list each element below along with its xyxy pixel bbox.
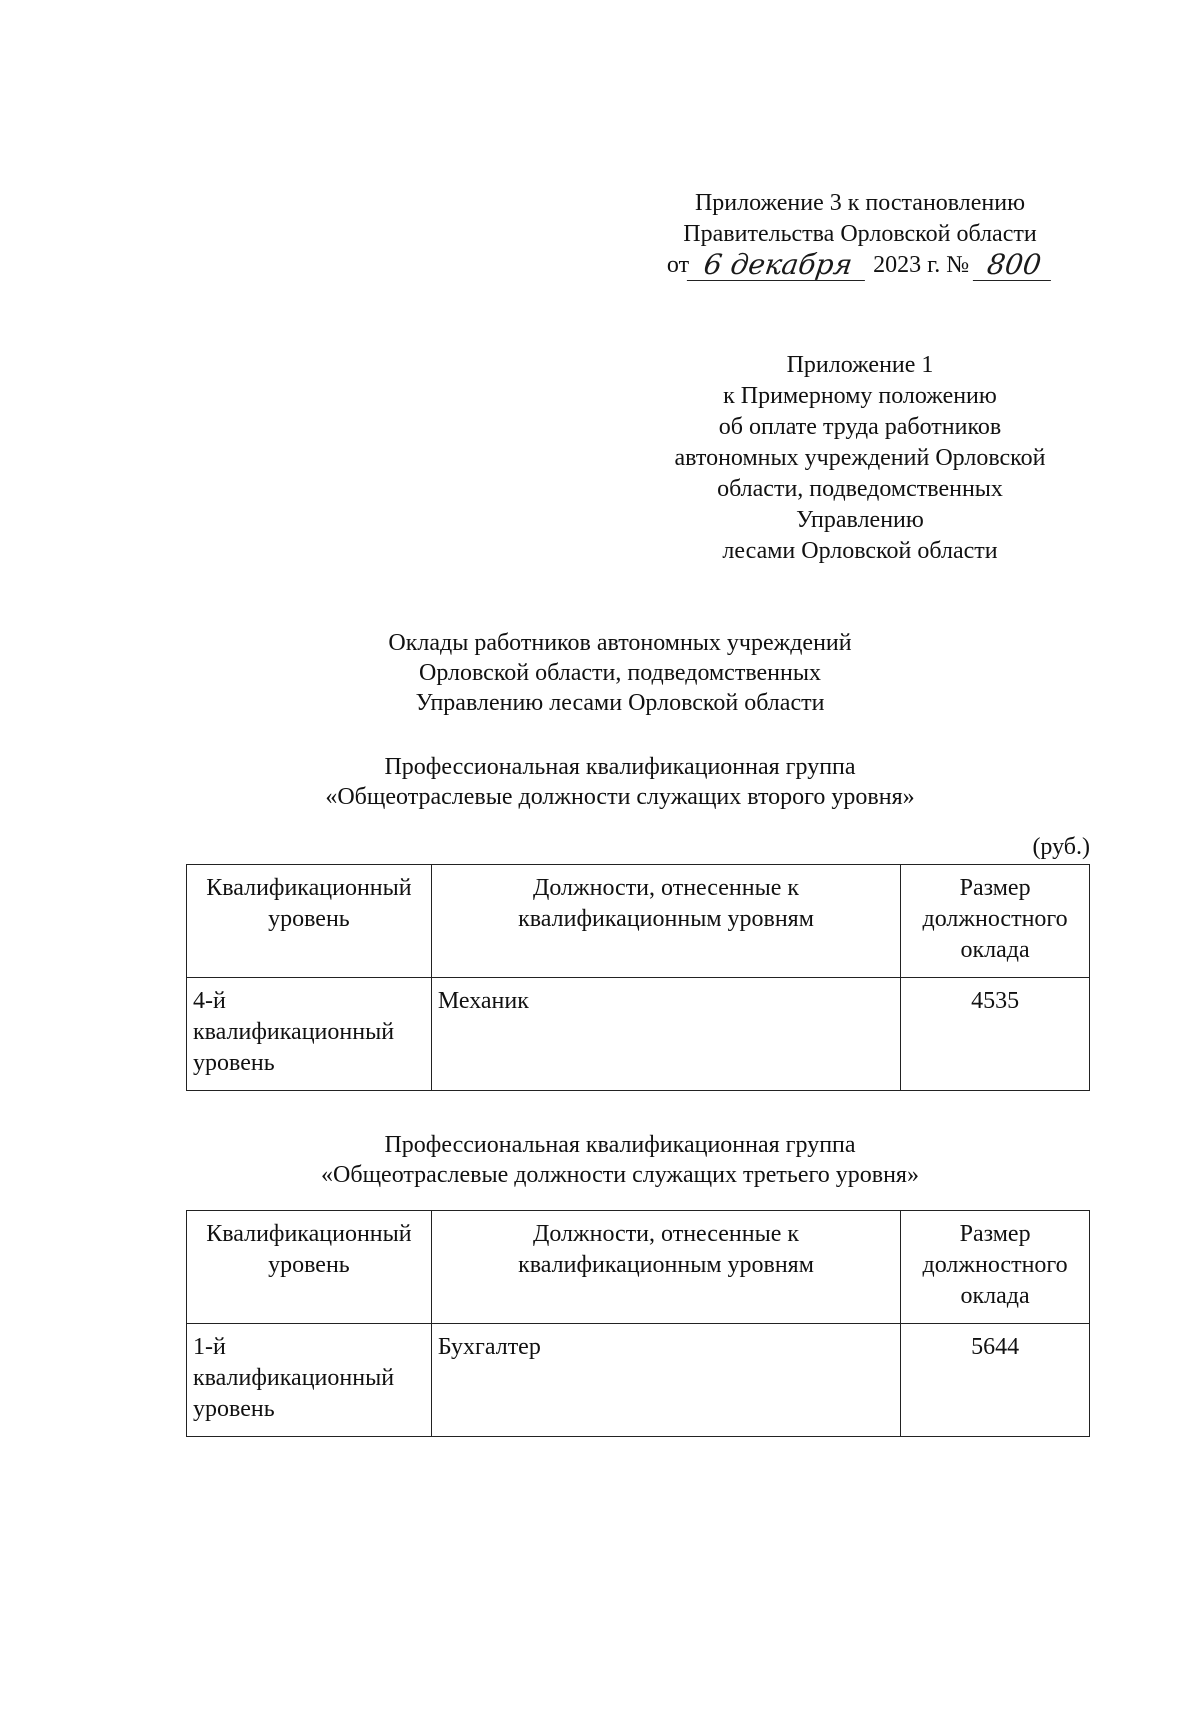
group-heading-line: Профессиональная квалификационная группа [384, 1132, 856, 1158]
appendix-3-date-line [640, 250, 1080, 281]
appendix-1-line: к Примерному положению [723, 383, 997, 409]
appendix-3-line1: Приложение 3 к постановлению [694, 190, 1026, 216]
group-heading-line: Профессиональная квалификационная группа [384, 754, 856, 780]
header-text: уровень [268, 1252, 350, 1278]
document-title [230, 628, 1010, 718]
appendix-1-header [640, 350, 1080, 567]
appendix-3-line2: Правительства Орловской области [683, 221, 1037, 247]
header-cell-positions [431, 1211, 900, 1324]
from-label: от [666, 252, 690, 278]
appendix-1-line: Управлению [796, 507, 924, 533]
header-cell-salary [901, 1211, 1090, 1324]
header-text: квалификационным уровням [518, 906, 814, 932]
header-text: Должности, отнесенные к [532, 1221, 800, 1247]
year-number-label: 2023 г. № [873, 252, 970, 278]
group-heading-line: «Общеотраслевые должности служащих второго уровня» [325, 784, 915, 810]
header-cell-level [187, 865, 432, 978]
header-cell-level [187, 1211, 432, 1324]
header-text: должностного [922, 1252, 1068, 1278]
table-row [187, 1324, 1090, 1437]
cell-salary: 5644 [901, 1324, 1090, 1437]
table-header-row [187, 865, 1090, 978]
level-text: уровень [193, 1050, 275, 1076]
header-text: Размер [959, 875, 1031, 901]
salary-table-third-level [186, 1210, 1090, 1437]
appendix-1-line: лесами Орловской области [722, 538, 998, 564]
cell-position: Механик [431, 978, 900, 1091]
header-text: Квалификационный [206, 1221, 412, 1247]
table-header-row [187, 1211, 1090, 1324]
appendix-1-line: Приложение 1 [786, 352, 934, 378]
table-row [187, 978, 1090, 1091]
handwritten-number: 800 [973, 250, 1055, 281]
header-text: Должности, отнесенные к [532, 875, 800, 901]
title-line: Орловской области, подведомственных [419, 660, 821, 686]
header-text: оклада [960, 1283, 1030, 1309]
appendix-1-line: автономных учреждений Орловской [674, 445, 1046, 471]
title-line: Оклады работников автономных учреждений [388, 630, 852, 656]
level-text: 4-й [193, 988, 226, 1014]
header-text: уровень [268, 906, 350, 932]
group-heading-third-level [230, 1130, 1010, 1190]
level-text: квалификационный [193, 1365, 395, 1391]
handwritten-date: 6 декабря [687, 250, 869, 281]
header-text: должностного [922, 906, 1068, 932]
title-line: Управлению лесами Орловской области [415, 690, 825, 716]
header-text: Квалификационный [206, 875, 412, 901]
header-cell-positions [431, 865, 900, 978]
salary-table-second-level [186, 864, 1090, 1091]
level-text: квалификационный [193, 1019, 395, 1045]
level-text: уровень [193, 1396, 275, 1422]
group-heading-second-level [230, 752, 1010, 812]
cell-level [187, 1324, 432, 1437]
cell-salary: 4535 [901, 978, 1090, 1091]
appendix-1-line: области, подведомственных [717, 476, 1003, 502]
appendix-1-line: об оплате труда работников [718, 414, 1002, 440]
header-cell-salary [901, 865, 1090, 978]
header-text: квалификационным уровням [518, 1252, 814, 1278]
appendix-3-header [640, 188, 1080, 281]
group-heading-line: «Общеотраслевые должности служащих третьего уровня» [321, 1162, 919, 1188]
header-text: оклада [960, 937, 1030, 963]
currency-unit: (руб.) [1032, 834, 1090, 860]
cell-position: Бухгалтер [431, 1324, 900, 1437]
cell-level [187, 978, 432, 1091]
level-text: 1-й [193, 1334, 226, 1360]
header-text: Размер [959, 1221, 1031, 1247]
